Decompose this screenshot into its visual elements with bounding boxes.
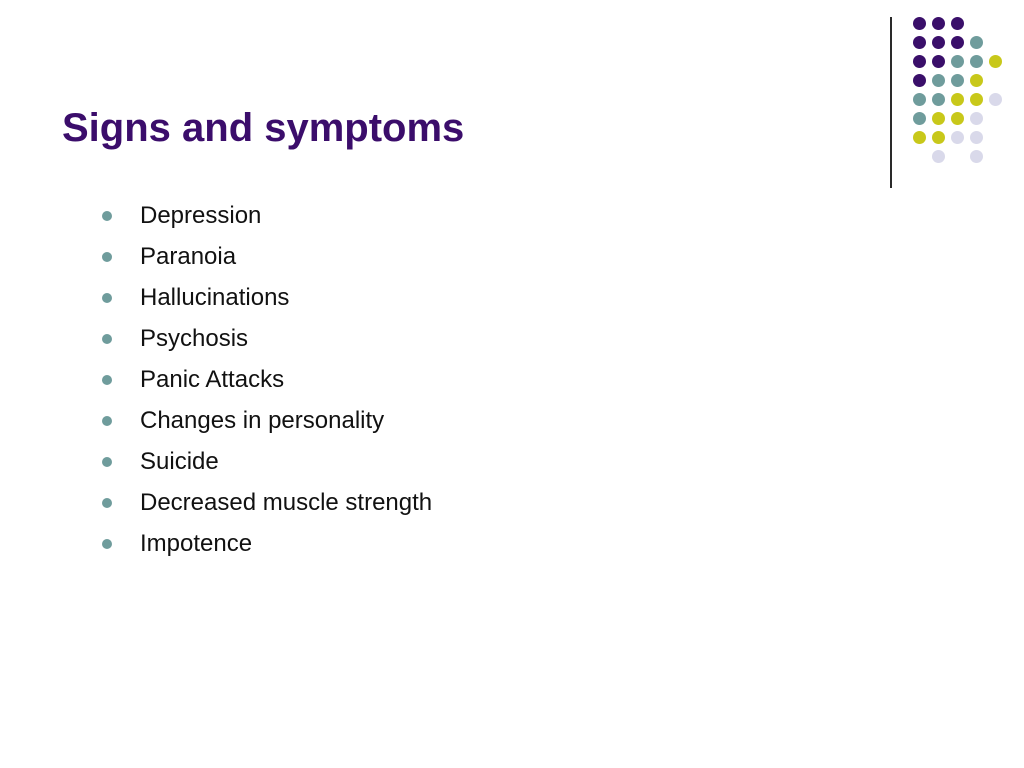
list-item [100, 523, 432, 564]
decorative-dot [932, 74, 945, 87]
divider-line [890, 17, 892, 188]
list-item [100, 441, 432, 482]
list-item [100, 277, 432, 318]
slide-title: Signs and symptoms [62, 106, 465, 150]
bullet-text: Changes in personality [140, 406, 385, 434]
decorative-dot [970, 74, 983, 87]
decorative-dot [913, 17, 926, 30]
circle-bullet-icon [102, 293, 112, 303]
list-item [100, 195, 432, 236]
decorative-dot [932, 93, 945, 106]
decorative-dot [970, 55, 983, 68]
list-item [100, 318, 432, 359]
decorative-dot [970, 131, 983, 144]
decorative-dot [951, 112, 964, 125]
list-item [100, 236, 432, 277]
decorative-dot [932, 131, 945, 144]
circle-bullet-icon [102, 252, 112, 262]
bullet-list [100, 195, 432, 564]
decorative-dot [951, 131, 964, 144]
circle-bullet-icon [102, 375, 112, 385]
circle-bullet-icon [102, 457, 112, 467]
decorative-dot [989, 93, 1002, 106]
list-item [100, 400, 432, 441]
bullet-text: Decreased muscle strength [140, 488, 433, 516]
bullet-text: Depression [140, 201, 262, 229]
decorative-dot [913, 36, 926, 49]
decorative-dot [951, 55, 964, 68]
list-item [100, 359, 432, 400]
circle-bullet-icon [102, 539, 112, 549]
decorative-dot [951, 17, 964, 30]
decorative-dot [932, 36, 945, 49]
bullet-text: Suicide [140, 447, 219, 475]
decorative-dot [913, 55, 926, 68]
decorative-dot [951, 93, 964, 106]
decorative-dot [932, 55, 945, 68]
decorative-dot [970, 112, 983, 125]
decorative-dot [932, 150, 945, 163]
decorative-dot [970, 150, 983, 163]
decorative-dot [913, 131, 926, 144]
decorative-dot [913, 112, 926, 125]
list-item [100, 482, 432, 523]
decorative-dot [970, 93, 983, 106]
decorative-dot [970, 36, 983, 49]
bullet-text: Paranoia [140, 242, 237, 270]
bullet-text: Hallucinations [140, 283, 290, 311]
bullet-text: Psychosis [140, 324, 249, 352]
circle-bullet-icon [102, 416, 112, 426]
bullet-text: Panic Attacks [140, 365, 285, 393]
bullet-text: Impotence [140, 529, 253, 557]
decorative-dot [951, 36, 964, 49]
decorative-dot [932, 112, 945, 125]
circle-bullet-icon [102, 211, 112, 221]
decorative-dot [932, 17, 945, 30]
circle-bullet-icon [102, 498, 112, 508]
decorative-dot [913, 93, 926, 106]
decorative-dot [951, 74, 964, 87]
circle-bullet-icon [102, 334, 112, 344]
decorative-dot [989, 55, 1002, 68]
decorative-dot [913, 74, 926, 87]
